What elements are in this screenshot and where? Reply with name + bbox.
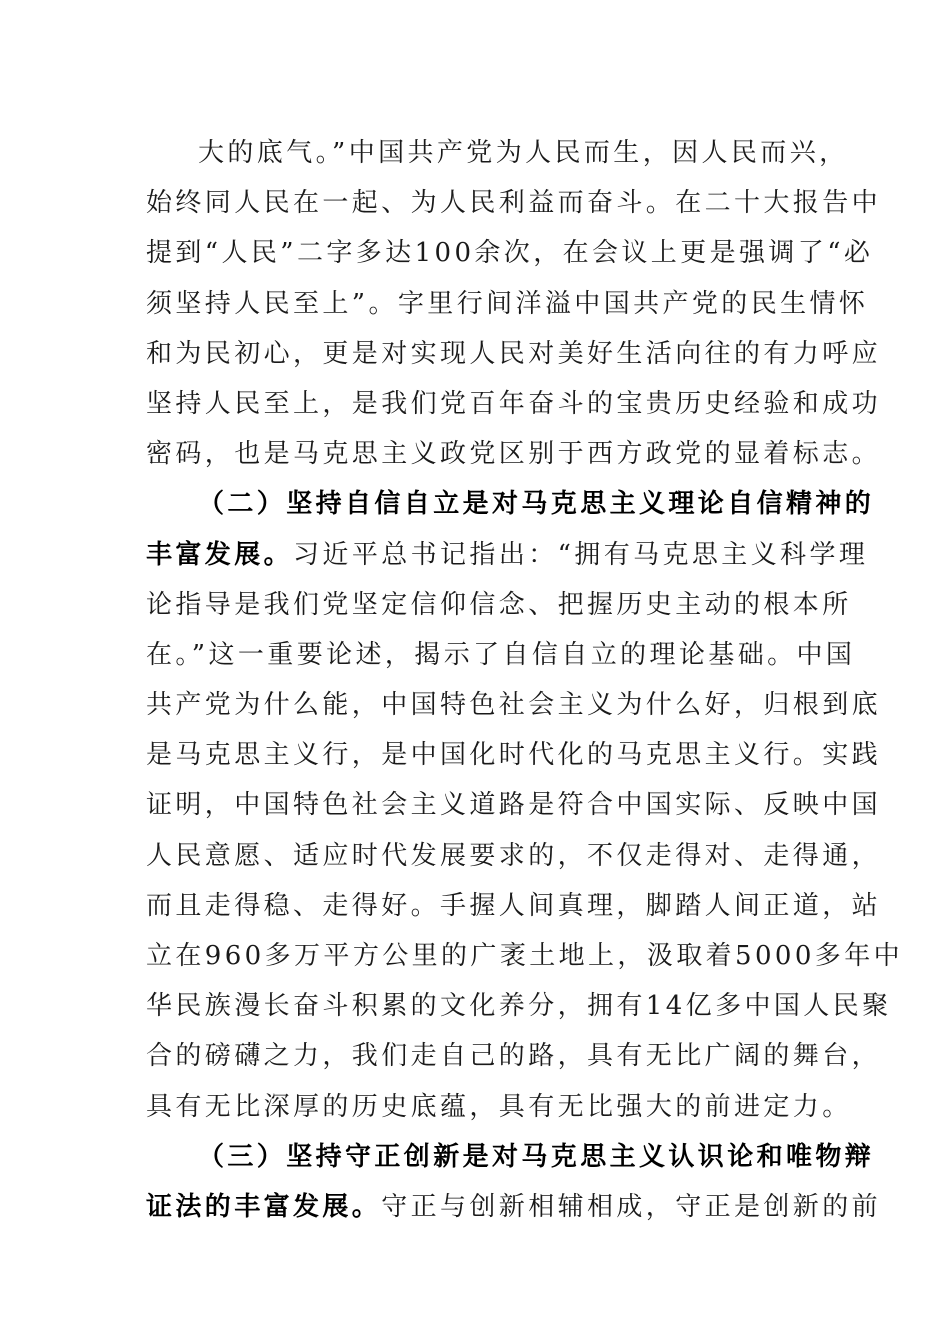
text-line-7: 密码，也是马克思主义政党区别于西方政党的显着标志。 xyxy=(146,439,882,470)
text-line-19: 合的磅礴之力，我们走自己的路，具有无比广阔的舞台， xyxy=(146,1041,882,1072)
heading-text: 丰富发展。 xyxy=(146,539,294,570)
text-line-18: 华民族漫长奋斗积累的文化养分，拥有14亿多中国人民聚 xyxy=(146,991,892,1022)
text-line-14: 证明，中国特色社会主义道路是符合中国实际、反映中国 xyxy=(146,790,882,821)
document-body xyxy=(146,128,903,1232)
text-line-4: 须坚持人民至上”。字里行间洋溢中国共产党的民生情怀 xyxy=(146,288,869,319)
text-line-13: 是马克思主义行，是中国化时代化的马克思主义行。实践 xyxy=(146,740,882,771)
text-line-17: 立在960多万平方公里的广袤土地上，汲取着5000多年中 xyxy=(146,941,903,971)
text-line-3: 提到“人民”二字多达100余次，在会议上更是强调了“必 xyxy=(146,238,874,269)
text-line-15: 人民意愿、适应时代发展要求的，不仅走得对、走得通， xyxy=(146,840,882,871)
text-line-10: 论指导是我们党坚定信仰信念、把握历史主动的根本所 xyxy=(146,589,852,620)
text-line-5: 和为民初心，更是对实现人民对美好生活向往的有力呼应 xyxy=(146,338,882,369)
section-heading-2 xyxy=(146,479,875,529)
section-heading-3 xyxy=(146,1132,875,1182)
heading-text: （三）坚持守正创新是对马克思主义认识论和唯物辩 xyxy=(198,1141,875,1172)
text-line-11: 在。”这一重要论述，揭示了自信自立的理论基础。中国 xyxy=(146,639,856,670)
text-line-16: 而且走得稳、走得好。手握人间真理，脚踏人间正道，站 xyxy=(146,890,882,921)
text-line-22: 证法的丰富发展。守正与创新相辅相成，守正是创新的前 xyxy=(146,1191,882,1222)
text-line-20: 具有无比深厚的历史底蕴，具有无比强大的前进定力。 xyxy=(146,1091,852,1122)
text-line-1: 大的底气。”中国共产党为人民而生，因人民而兴， xyxy=(198,138,849,168)
heading-text: 证法的丰富发展。 xyxy=(146,1191,382,1222)
heading-text: （二）坚持自信自立是对马克思主义理论自信精神的 xyxy=(198,489,875,520)
text-line-2: 始终同人民在一起、为人民利益而奋斗。在二十大报告中 xyxy=(146,188,882,219)
text-line-12: 共产党为什么能，中国特色社会主义为什么好，归根到底 xyxy=(146,690,882,721)
text-line-9: 丰富发展。习近平总书记指出：“拥有马克思主义科学理 xyxy=(146,539,869,570)
text-line-6: 坚持人民至上，是我们党百年奋斗的宝贵历史经验和成功 xyxy=(146,388,882,419)
